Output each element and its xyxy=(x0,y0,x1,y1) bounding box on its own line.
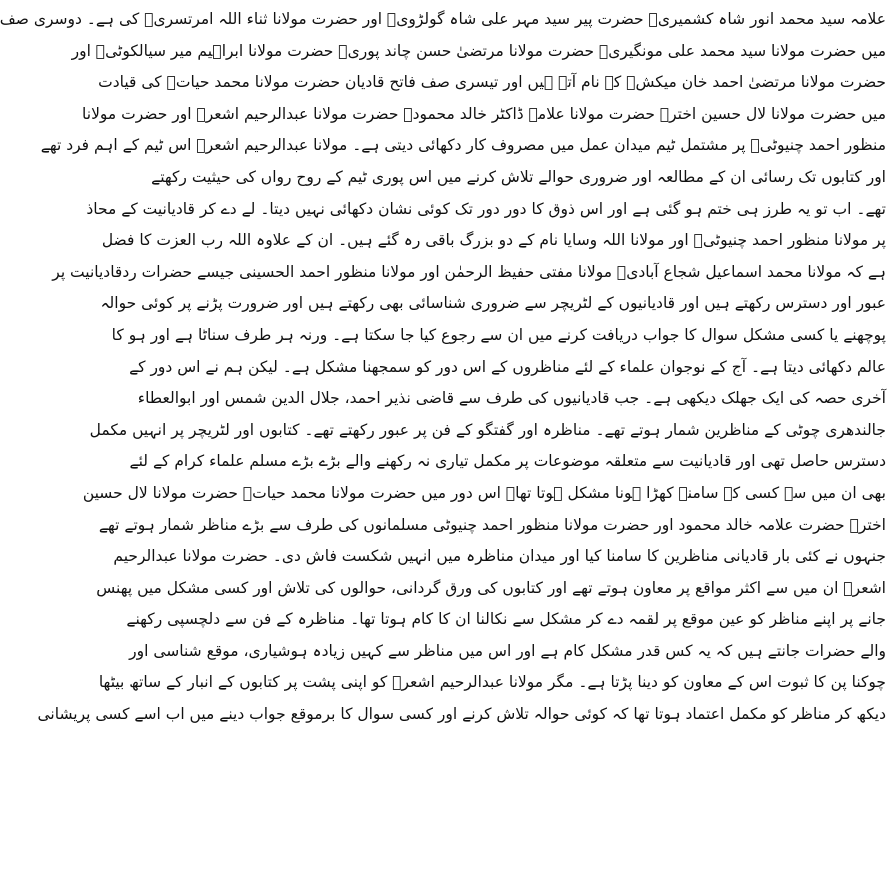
text-line: ہے کہ مولانا محمد اسماعیل شجاع آبادیؒ مولانا مفتی حفیظ الرحمٰن اور مولانا منظور احمد الحسینی جیسے حضرات ردقادیانیت پر xyxy=(52,262,886,281)
text-line: پوچھنے یا کسی مشکل سوال کا جواب دریافت کرنے میں ان سے رجوع کیا جا سکتا ہے۔ ورنہ ہر طرف سناٹا ہے اور ہو کا xyxy=(111,325,886,344)
text-line: پر مولانا منظور احمد چنیوٹیؒ اور مولانا اللہ وسایا نام کے دو بزرگ باقی رہ گئے ہیں۔ ان کے علاوہ اللہ رب العزت کا فضل xyxy=(101,231,886,250)
text-line: والے حضرات جانتے ہیں کہ یہ کس قدر مشکل کام ہے اور اس میں مناظر سے کہیں زیادہ ہوشیاری، موقع شناسی اور xyxy=(129,641,886,660)
text-line: دیکھ کر مناظر کو مکمل اعتماد ہوتا تھا کہ کوئی حوالہ تلاش کرنے اور کسی سوال کا برموقع جواب دینے میں اب اسے کسی پریشانی xyxy=(37,705,886,724)
text-line: علامہ سید محمد انور شاہ کشمیریؒ حضرت پیر سید مہر علی شاہ گولڑویؒ اور حضرت مولانا ثناء اللہ امرتسریؒ کی ہے۔ دوسری صف xyxy=(0,10,886,28)
text-line: عبور اور دسترس رکھتے ہیں اور قادیانیوں کے لٹریچر سے ضروری شناسائی بھی رکھتے ہیں اور ضرورت پڑنے پر کوئی حوالہ xyxy=(100,294,886,313)
text-line: حضرت مولانا مرتضیٰ احمد خان میکشؒ کے نام آتے ہیں اور تیسری صف فاتح قادیان حضرت مولانا محمد حیاتؒ کی قیادت xyxy=(98,73,886,92)
text-line: میں حضرت مولانا سید محمد علی مونگیریؒ حضرت مولانا مرتضیٰ حسن چاند پوریؒ حضرت مولانا ابراہیم میر سیالکوٹیؒ اور xyxy=(71,41,886,60)
text-line: منظور احمد چنیوٹیؒ پر مشتمل ٹیم میدان عمل میں مصروف کار دکھائی دیتی ہے۔ مولانا عبدالرحیم اشعرؒ اس ٹیم کے اہم فرد تھے xyxy=(40,136,886,155)
text-line: چوکنا پن کا ثبوت اس کے معاون کو دینا پڑتا ہے۔ مگر مولانا عبدالرحیم اشعرؒ کو اپنی پشت پر کتابوں کے انبار کے ساتھ بیٹھا xyxy=(98,673,886,692)
text-line: دسترس حاصل تھی اور قادیانیت سے متعلقہ موضوعات پر مکمل تیاری نہ رکھنے والے بڑے بڑے مسلم علماء کرام کے لئے xyxy=(129,452,886,471)
text-line: اشعرؒ ان میں سے اکثر مواقع پر معاون ہوتے تھے اور کتابوں کی ورق گردانی، حوالوں کی تلاش اور کسی مشکل میں پھنس xyxy=(96,578,886,597)
text-line: تھے۔ اب تو یہ طرز ہی ختم ہو گئی ہے اور اس ذوق کا دور دور تک کوئی نشان دکھائی نہیں دیتا۔ لے دے کر قادیانیت کے محاذ xyxy=(86,199,886,218)
text-line: عالم دکھائی دیتا ہے۔ آج کے نوجوان علماء کے لئے مناظروں کے اس دور کو سمجھنا مشکل ہے۔ لیکن ہم نے اس دور کے xyxy=(129,357,886,376)
text-line: جالندھری چوٹی کے مناظرین شمار ہوتے تھے۔ مناظرہ اور گفتگو کے فن پر عبور رکھتے تھے۔ کتابوں اور لٹریچر پر انہیں مکمل xyxy=(89,420,886,439)
text-line: میں حضرت مولانا لال حسین اخترؒ حضرت مولانا علامہ ڈاکٹر خالد محمودؒ حضرت مولانا عبدالرحیم اشعرؒ اور حضرت مولانا xyxy=(82,104,886,123)
text-line: جانے پر اپنے مناظر کو عین موقع پر لقمہ دے کر مشکل سے نکالنا ان کا کام ہوتا تھا۔ مناظرہ کے فن سے دلچسپی رکھنے xyxy=(126,610,886,629)
text-line: جنہوں نے کئی بار قادیانی مناظرین کا سامنا کیا اور میدان مناظرہ میں انہیں شکست فاش دی۔ حضرت مولانا عبدالرحیم xyxy=(113,547,886,566)
text-line: آخری حصہ کی ایک جھلک دیکھی ہے۔ جب قادیانیوں کی طرف سے قاضی نذیر احمد، جلال الدین شمس اور ابوالعطاء xyxy=(137,389,886,408)
text-line: بھی ان میں سے کسی کے سامنے کھڑا ہونا مشکل ہوتا تھا۔ اس دور میں حضرت مولانا محمد حیاتؒ حضرت مولانا لال حسین xyxy=(82,483,886,502)
text-line: اخترؒ حضرت علامہ خالد محمود اور حضرت مولانا منظور احمد چنیوٹی مسلمانوں کی طرف سے بڑے مناظر شمار ہوتے تھے xyxy=(98,515,886,534)
text-line: اور کتابوں تک رسائی ان کے مطالعہ اور ضروری حوالے تلاش کرنے میں اس پوری ٹیم کے روح رواں کی حیثیت رکھتے xyxy=(151,167,886,186)
